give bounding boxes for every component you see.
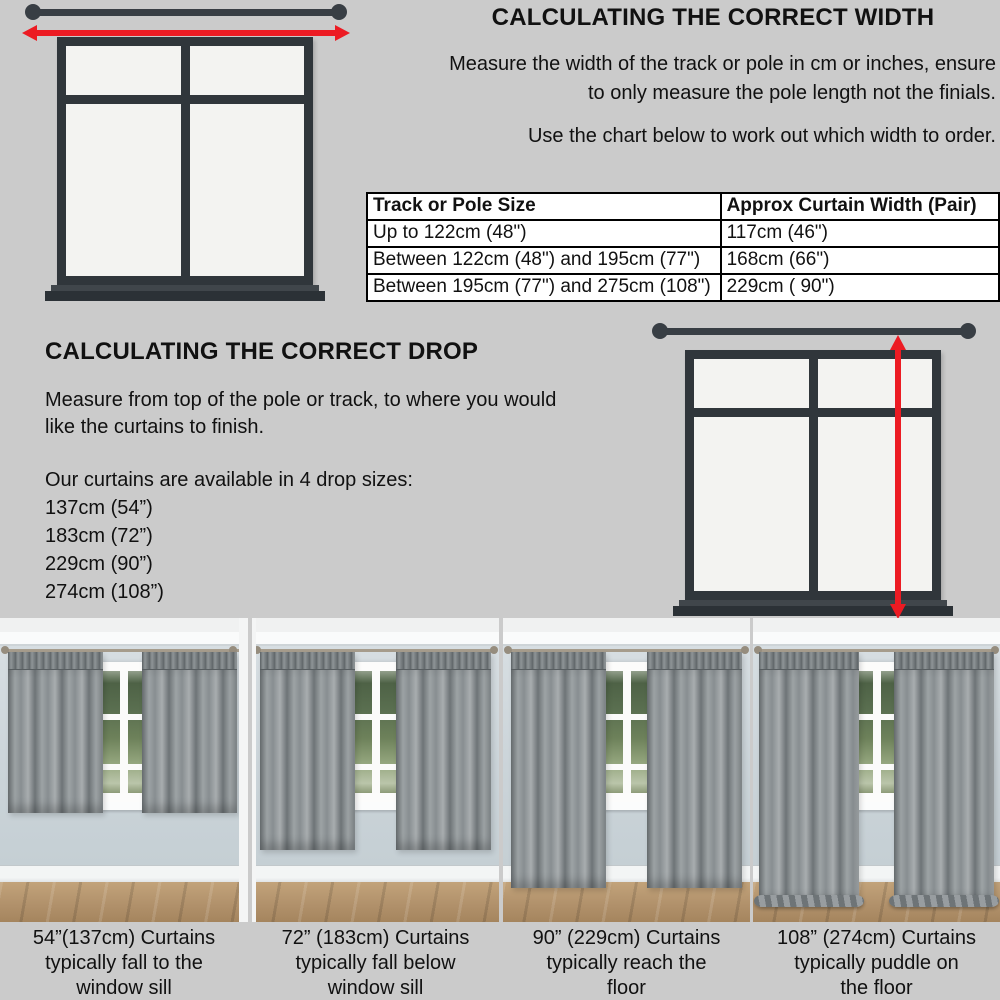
caption-line: typically fall below xyxy=(295,952,456,974)
pencil-pleat-header xyxy=(759,652,859,670)
drop-section-title: CALCULATING THE CORRECT DROP xyxy=(45,338,479,365)
drop-intro-text xyxy=(45,387,645,441)
ceiling xyxy=(503,618,750,632)
curtain-pole xyxy=(33,9,339,16)
pole-finial-left xyxy=(652,323,668,339)
window-sill-base xyxy=(45,291,325,301)
window-frame xyxy=(685,350,941,600)
ceiling xyxy=(252,618,499,632)
wood-floor xyxy=(0,882,248,922)
table-row xyxy=(367,274,999,301)
window-pane xyxy=(66,46,181,95)
table-row xyxy=(367,247,999,274)
window-mullion xyxy=(873,671,881,793)
table-row xyxy=(367,220,999,247)
caption-line: typically reach the xyxy=(546,952,707,974)
cornice xyxy=(753,632,1000,646)
window-frame xyxy=(57,37,313,285)
table-cell-pole-size: Up to 122cm (48") xyxy=(367,220,721,247)
width-section-title: CALCULATING THE CORRECT WIDTH xyxy=(491,4,935,31)
photo-caption-108in xyxy=(753,926,1000,1000)
drop-sizes-intro: Our curtains are available in 4 drop sizes: xyxy=(45,469,413,491)
curtain-left xyxy=(511,652,606,888)
window-pane xyxy=(694,417,809,591)
drop-intro-line-2: like the curtains to finish. xyxy=(45,416,264,438)
table-header-row xyxy=(367,193,999,220)
ceiling xyxy=(753,618,1000,632)
caption-line: window sill xyxy=(327,977,424,999)
curtain-left xyxy=(260,652,355,850)
example-photo-54in xyxy=(0,618,248,922)
width-arrow-icon xyxy=(35,30,337,36)
window-pane xyxy=(190,104,305,276)
table-cell-curtain-width: 168cm (66") xyxy=(721,247,999,274)
pencil-pleat-header xyxy=(8,652,103,670)
table-cell-curtain-width: 229cm ( 90") xyxy=(721,274,999,301)
pole-finial-right xyxy=(490,646,498,654)
caption-line: 108” (274cm) Curtains xyxy=(777,927,976,949)
pole-finial-left xyxy=(25,4,41,20)
window-mullion xyxy=(372,671,380,793)
drop-size-item: 274cm (108”) xyxy=(45,581,164,603)
table-header-pole-size: Track or Pole Size xyxy=(367,193,721,220)
wood-floor xyxy=(503,882,750,922)
pencil-pleat-header xyxy=(894,652,994,670)
pole-finial-right xyxy=(741,646,749,654)
caption-line: floor xyxy=(607,977,646,999)
window-mullion xyxy=(120,671,128,793)
drop-intro-line-1: Measure from top of the pole or track, to where you would xyxy=(45,389,557,411)
curtain-right xyxy=(396,652,491,850)
width-intro-text xyxy=(360,50,996,108)
window-pane xyxy=(66,104,181,276)
ceiling xyxy=(0,618,248,632)
window-pane xyxy=(694,359,809,408)
pencil-pleat-header xyxy=(396,652,491,670)
window-pane xyxy=(818,359,933,408)
window-sill-base xyxy=(673,606,953,616)
caption-line: 90” (229cm) Curtains xyxy=(532,927,721,949)
drop-size-item: 183cm (72”) xyxy=(45,525,153,547)
caption-line: the floor xyxy=(840,977,913,999)
window-mullion xyxy=(623,671,631,793)
drop-arrow-bottom-head-icon xyxy=(890,604,906,619)
pencil-pleat-header xyxy=(260,652,355,670)
wall-corner xyxy=(252,618,256,922)
example-photo-72in xyxy=(252,618,499,922)
cornice xyxy=(0,632,248,646)
curtain-right xyxy=(894,652,994,904)
drop-size-item: 137cm (54”) xyxy=(45,497,153,519)
width-intro-line-2: to only measure the pole length not the finials. xyxy=(587,82,996,104)
drop-arrow-icon xyxy=(895,348,901,608)
width-chart-hint: Use the chart below to work out which width to order. xyxy=(527,125,996,147)
window-pane xyxy=(818,417,933,591)
drop-size-item: 229cm (90”) xyxy=(45,553,153,575)
pencil-pleat-header xyxy=(142,652,237,670)
curtain-right xyxy=(647,652,742,888)
photo-caption-54in xyxy=(0,926,248,1000)
skirting-board xyxy=(0,865,248,883)
window-panes xyxy=(66,46,304,276)
curtain-left xyxy=(759,652,859,904)
drop-sizes-list xyxy=(45,466,645,606)
caption-line: 54”(137cm) Curtains xyxy=(32,927,216,949)
pole-finial-right xyxy=(960,323,976,339)
wall-corner xyxy=(239,618,248,922)
pole-finial-right xyxy=(331,4,347,20)
example-photo-90in xyxy=(503,618,750,922)
photo-caption-90in xyxy=(503,926,750,1000)
window-pane xyxy=(190,46,305,95)
cornice xyxy=(252,632,499,646)
curtain-width-table xyxy=(366,192,1000,302)
curtain-right xyxy=(142,652,237,813)
cornice xyxy=(503,632,750,646)
caption-line: 72” (183cm) Curtains xyxy=(281,927,470,949)
curtain-pole xyxy=(660,328,968,335)
table-cell-pole-size: Between 122cm (48") and 195cm (77") xyxy=(367,247,721,274)
skirting-board xyxy=(252,865,499,883)
example-photo-108in xyxy=(753,618,1000,922)
caption-line: typically fall to the xyxy=(45,952,203,974)
photo-caption-72in xyxy=(252,926,499,1000)
table-cell-curtain-width: 117cm (46") xyxy=(721,220,999,247)
width-intro-line-1: Measure the width of the track or pole in cm or inches, ensure xyxy=(449,53,996,75)
caption-line: typically puddle on xyxy=(794,952,959,974)
curtain-left xyxy=(8,652,103,813)
width-arrow-right-head-icon xyxy=(335,25,350,41)
pencil-pleat-header xyxy=(647,652,742,670)
table-cell-pole-size: Between 195cm (77") and 275cm (108") xyxy=(367,274,721,301)
pencil-pleat-header xyxy=(511,652,606,670)
caption-line: window sill xyxy=(76,977,172,999)
wood-floor xyxy=(252,882,499,922)
table-header-curtain-width: Approx Curtain Width (Pair) xyxy=(721,193,999,220)
